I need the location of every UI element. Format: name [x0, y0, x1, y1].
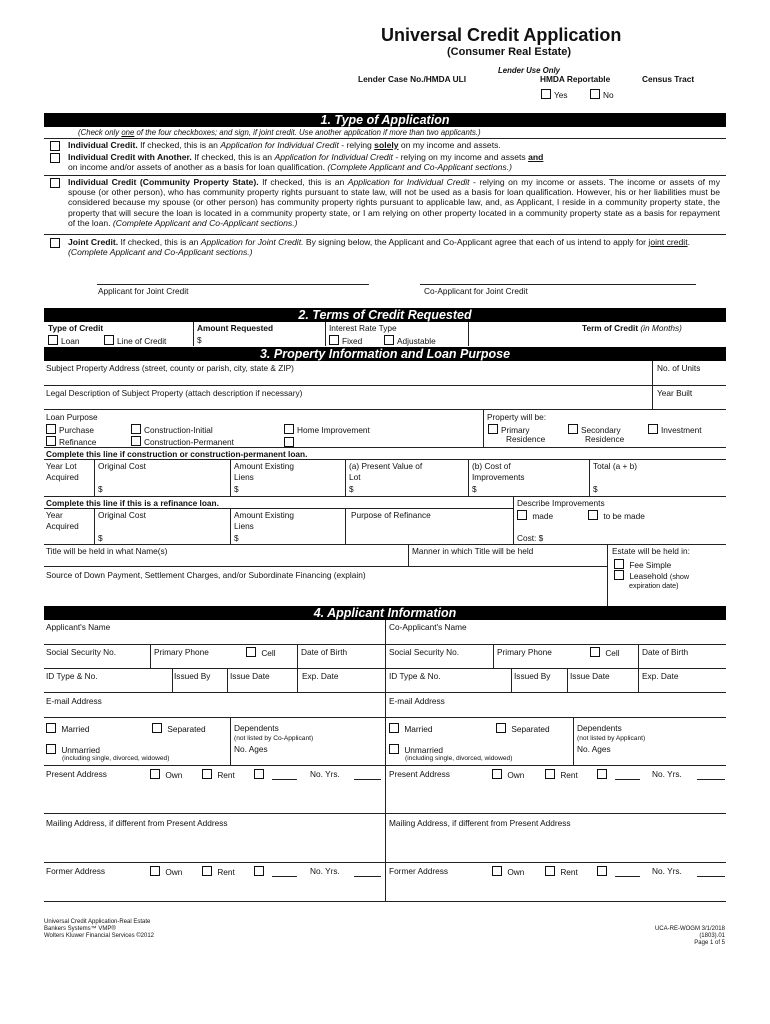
footer-form-name: Universal Credit Application-Real Estate	[44, 919, 151, 925]
individual-with-another-text: Individual Credit with Another. If checked, this is an Application for Individual Credit - relying on my income and assets and on income and/or assets of another as a basis for loan qualification. (Complete Applicant and Co-Applicant sections.)	[68, 152, 544, 173]
footer-copyright: Wolters Kluwer Financial Services ©2012	[44, 933, 155, 939]
applicant-former-address-label: Former Address	[46, 866, 106, 876]
describe-improvements-label: Describe Improvements	[517, 498, 605, 508]
present-value-field[interactable]: $	[349, 484, 354, 494]
coapplicant-unmarried-option[interactable]: Unmarried	[389, 744, 443, 755]
subject-address-label: Subject Property Address (street, county or parish, city, state & ZIP)	[46, 363, 294, 373]
form-title: Universal Credit Application	[381, 25, 622, 45]
census-tract-label: Census Tract	[642, 74, 695, 84]
amount-requested-label: Amount Requested	[197, 323, 274, 333]
applicant-separated-checkbox[interactable]	[152, 723, 162, 733]
loan-purpose-label: Loan Purpose	[46, 412, 98, 422]
refi-existing-liens-field[interactable]: $	[234, 533, 239, 543]
individual-credit-checkbox[interactable]	[50, 141, 60, 151]
coapplicant-exp-date-label: Exp. Date	[642, 671, 679, 681]
hmda-reportable-label: HMDA Reportable	[540, 74, 611, 84]
coapplicant-email-label: E-mail Address	[389, 696, 445, 706]
manner-title-label: Manner in which Title will be held	[412, 546, 534, 556]
coapplicant-issue-date-label: Issue Date	[570, 671, 610, 681]
original-cost-field[interactable]: $	[98, 484, 103, 494]
refinance-checkbox[interactable]	[46, 436, 56, 446]
coapplicant-former-own-checkbox[interactable]	[492, 866, 502, 876]
applicant-former-rent-option[interactable]: Rent	[202, 866, 235, 877]
purpose-refinance-label: Purpose of Refinance	[351, 510, 431, 520]
coapplicant-dependents-label: Dependents	[577, 723, 622, 733]
applicant-dependents-note: (not listed by Co-Applicant)	[234, 735, 314, 742]
community-property-text: Individual Credit (Community Property State). If checked, this is an Application for Individual Credit - relying on my income or assets. The income or assets of my spouse (or other person), who has community property rights pursuant to state law, will not be used as a basis for loan qualification. However, his or her liabilities must be considered because my spouse (or other person) has community property rights pursuant to applicable law, and, as Applicant, I reside in a community property state, the property that will secure the loan is located in a community property state, or I am relying on other property located in a community property state as a basis for repayment of the loan. (Complete Applicant and Co-Applicant sections.)	[68, 177, 721, 228]
coapplicant-present-years-label: No. Yrs.	[652, 769, 682, 779]
property-will-be-label: Property will be:	[487, 412, 547, 422]
coapplicant-present-other-checkbox[interactable]	[597, 769, 607, 779]
adjustable-checkbox[interactable]	[384, 335, 394, 345]
leasehold-option[interactable]: Leasehold (show	[614, 570, 689, 581]
coapplicant-dob-label: Date of Birth	[642, 647, 689, 657]
coapplicant-dependents-note: (not listed by Applicant)	[577, 735, 646, 742]
legal-description-label: Legal Description of Subject Property (attach description if necessary)	[46, 388, 303, 398]
section-1-header: 1. Type of Application	[44, 113, 726, 127]
refinance-line-label: Complete this line if this is a refinance loan.	[46, 498, 219, 508]
interest-rate-type-label: Interest Rate Type	[329, 323, 397, 333]
coapplicant-former-address-label: Former Address	[389, 866, 449, 876]
cost-improvements-field[interactable]: $	[472, 484, 477, 494]
to-be-made-checkbox[interactable]	[588, 510, 598, 520]
secondary-residence-checkbox[interactable]	[568, 424, 578, 434]
applicant-dob-label: Date of Birth	[301, 647, 348, 657]
section-3-header: 3. Property Information and Loan Purpose	[44, 347, 726, 361]
applicant-separated-option[interactable]: Separated	[152, 723, 206, 734]
present-value-label: (a) Present Value of	[349, 461, 423, 471]
coapplicant-ssn-label: Social Security No.	[389, 647, 460, 657]
hmda-no-checkbox[interactable]	[590, 89, 600, 99]
applicant-unmarried-option[interactable]: Unmarried	[46, 744, 100, 755]
coapplicant-former-rent-option[interactable]: Rent	[545, 866, 578, 877]
applicant-phone-label: Primary Phone	[154, 647, 209, 657]
coapplicant-mailing-label: Mailing Address, if different from Present Address	[389, 818, 571, 828]
coapplicant-present-own-checkbox[interactable]	[492, 769, 502, 779]
coapplicant-unmarried-checkbox[interactable]	[389, 744, 399, 754]
to-be-made-option[interactable]: to be made	[588, 510, 645, 521]
amount-existing-label: Amount Existing	[234, 461, 294, 471]
community-property-checkbox[interactable]	[50, 178, 60, 188]
applicant-unmarried-checkbox[interactable]	[46, 744, 56, 754]
refi-amount-existing-label: Amount Existing	[234, 510, 294, 520]
coapplicant-no-ages-label: No. Ages	[577, 744, 611, 754]
refi-liens-label: Liens	[234, 521, 254, 531]
coapplicant-unmarried-note: (including single, divorced, widowed)	[405, 755, 513, 762]
coapplicant-present-address-label: Present Address	[389, 769, 450, 779]
construction-initial-checkbox[interactable]	[131, 424, 141, 434]
primary-residence-option[interactable]: Primary	[488, 424, 530, 435]
coapplicant-cell-option[interactable]: Cell	[590, 647, 620, 658]
term-of-credit-label: Term of Credit (in Months)	[582, 323, 682, 333]
applicant-married-option[interactable]: Married	[46, 723, 89, 734]
liens-label: Liens	[234, 472, 254, 482]
existing-liens-field[interactable]: $	[234, 484, 239, 494]
applicant-signature-line[interactable]	[97, 284, 369, 285]
coapplicant-signature-line[interactable]	[420, 284, 696, 285]
year-label: Year	[46, 510, 63, 520]
applicant-exp-date-label: Exp. Date	[302, 671, 339, 681]
type-of-credit-label: Type of Credit	[48, 323, 104, 333]
hmda-yes[interactable]: Yes	[541, 89, 568, 100]
loan-purpose-other-checkbox[interactable]	[284, 437, 294, 447]
made-option[interactable]: made	[517, 510, 553, 521]
coapplicant-former-own-option[interactable]: Own	[492, 866, 524, 877]
original-cost-label: Original Cost	[98, 461, 146, 471]
hmda-no[interactable]: No	[590, 89, 614, 100]
coapplicant-present-rent-checkbox[interactable]	[545, 769, 555, 779]
refi-original-cost-label: Original Cost	[98, 510, 146, 520]
acquired-label: Acquired	[46, 521, 79, 531]
footer-systems: Bankers Systems™ VMP®	[44, 926, 116, 932]
home-improvement-option[interactable]: Home Improvement	[284, 424, 370, 435]
applicant-former-own-option[interactable]: Own	[150, 866, 182, 877]
applicant-id-label: ID Type & No.	[46, 671, 98, 681]
year-lot-acquired-label: Acquired	[46, 472, 79, 482]
improvements-label: Improvements	[472, 472, 525, 482]
applicant-issue-date-label: Issue Date	[230, 671, 270, 681]
source-down-payment-label: Source of Down Payment, Settlement Charges, and/or Subordinate Financing (explain)	[46, 570, 366, 580]
cost-of-label: (b) Cost of	[472, 461, 511, 471]
form-subtitle: (Consumer Real Estate)	[447, 46, 572, 58]
coapplicant-former-rent-checkbox[interactable]	[545, 866, 555, 876]
coapplicant-former-other-checkbox[interactable]	[597, 866, 607, 876]
applicant-former-other-checkbox[interactable]	[254, 866, 264, 876]
coapplicant-cell-checkbox[interactable]	[590, 647, 600, 657]
investment-checkbox[interactable]	[648, 424, 658, 434]
applicant-present-rent-checkbox[interactable]	[202, 769, 212, 779]
applicant-mailing-label: Mailing Address, if different from Present Address	[46, 818, 228, 828]
section-2-header: 2. Terms of Credit Requested	[44, 308, 726, 322]
construction-permanent-option[interactable]: Construction-Permanent	[131, 436, 234, 447]
individual-credit-text: Individual Credit. If checked, this is an Application for Individual Credit - relying solely on my income and assets.	[68, 140, 501, 150]
coapplicant-phone-label: Primary Phone	[497, 647, 552, 657]
applicant-former-rent-checkbox[interactable]	[202, 866, 212, 876]
secondary-residence-label: Residence	[585, 434, 625, 444]
applicant-name-label: Applicant's Name	[46, 622, 111, 632]
fixed-checkbox[interactable]	[329, 335, 339, 345]
coapplicant-former-years-label: No. Yrs.	[652, 866, 682, 876]
lender-case-label: Lender Case No./HMDA ULI	[358, 74, 467, 84]
secondary-residence-option[interactable]: Secondary	[568, 424, 621, 435]
lender-use-only: Lender Use Only	[498, 66, 560, 75]
footer-page-number: Page 1 of 5	[694, 940, 725, 946]
applicant-unmarried-note: (including single, divorced, widowed)	[62, 755, 170, 762]
construction-permanent-checkbox[interactable]	[131, 436, 141, 446]
year-lot-label: Year Lot	[46, 461, 77, 471]
improvements-cost-field[interactable]: Cost: $	[517, 533, 544, 543]
applicant-married-checkbox[interactable]	[46, 723, 56, 733]
applicant-cell-option[interactable]: Cell	[246, 647, 276, 658]
applicant-present-address-label: Present Address	[46, 769, 107, 779]
applicant-email-label: E-mail Address	[46, 696, 102, 706]
applicant-ssn-label: Social Security No.	[46, 647, 117, 657]
applicant-no-ages-label: No. Ages	[234, 744, 268, 754]
line-of-credit-option[interactable]: Line of Credit	[104, 335, 166, 346]
home-improvement-checkbox[interactable]	[284, 424, 294, 434]
applicant-present-rent-option[interactable]: Rent	[202, 769, 235, 780]
adjustable-option[interactable]: Adjustable	[384, 335, 436, 346]
refi-original-cost-field[interactable]: $	[98, 533, 103, 543]
joint-credit-text: Joint Credit. If checked, this is an Application for Joint Credit. By signing below, the Applicant and Co-Applicant agree that each of us intend to apply for joint credit. (Complete Applicant and Co-Applicant sections.)	[68, 237, 690, 258]
section-4-header: 4. Applicant Information	[44, 606, 726, 620]
fee-simple-checkbox[interactable]	[614, 559, 624, 569]
fee-simple-option[interactable]: Fee Simple	[614, 559, 671, 570]
hmda-yes-checkbox[interactable]	[541, 89, 551, 99]
applicant-signature-label: Applicant for Joint Credit	[98, 286, 189, 296]
total-label: Total (a + b)	[593, 461, 638, 471]
total-field[interactable]: $	[593, 484, 598, 494]
lot-label: Lot	[349, 472, 361, 482]
coapplicant-present-rent-option[interactable]: Rent	[545, 769, 578, 780]
loan-checkbox[interactable]	[48, 335, 58, 345]
loan-option[interactable]: Loan	[48, 335, 79, 346]
footer-left	[44, 919, 154, 940]
line-of-credit-checkbox[interactable]	[104, 335, 114, 345]
applicant-present-own-option[interactable]: Own	[150, 769, 182, 780]
s1-instructions: (Check only one of the four checkboxes; and sign, if joint credit. Use another application if more than two applicants.)	[78, 128, 481, 137]
applicant-cell-checkbox[interactable]	[246, 647, 256, 657]
no-of-units-label: No. of Units	[657, 363, 701, 373]
applicant-present-own-checkbox[interactable]	[150, 769, 160, 779]
coapplicant-issued-by-label: Issued By	[514, 671, 551, 681]
amount-requested-field[interactable]: $	[197, 335, 202, 345]
applicant-former-own-checkbox[interactable]	[150, 866, 160, 876]
coapplicant-signature-label: Co-Applicant for Joint Credit	[424, 286, 528, 296]
year-built-label: Year Built	[657, 388, 693, 398]
primary-residence-label: Residence	[506, 434, 546, 444]
primary-residence-checkbox[interactable]	[488, 424, 498, 434]
made-checkbox[interactable]	[517, 510, 527, 520]
investment-option[interactable]: Investment	[648, 424, 702, 435]
individual-with-another-checkbox[interactable]	[50, 153, 60, 163]
refinance-option[interactable]: Refinance	[46, 436, 96, 447]
expiration-date-note: expiration date)	[629, 581, 679, 590]
purchase-checkbox[interactable]	[46, 424, 56, 434]
coapplicant-name-label: Co-Applicant's Name	[389, 622, 467, 632]
applicant-issued-by-label: Issued By	[174, 671, 211, 681]
construction-initial-option[interactable]: Construction-Initial	[131, 424, 213, 435]
coapplicant-separated-checkbox[interactable]	[496, 723, 506, 733]
leasehold-checkbox[interactable]	[614, 570, 624, 580]
construction-line-label: Complete this line if construction or construction-permanent loan.	[46, 449, 308, 459]
footer-form-code: UCA-RE-WOGM 3/1/2018	[654, 926, 725, 932]
coapplicant-present-own-option[interactable]: Own	[492, 769, 524, 780]
coapplicant-married-option[interactable]: Married	[389, 723, 432, 734]
coapplicant-married-checkbox[interactable]	[389, 723, 399, 733]
applicant-present-years-label: No. Yrs.	[310, 769, 340, 779]
coapplicant-separated-option[interactable]: Separated	[496, 723, 550, 734]
footer-right	[655, 926, 725, 947]
applicant-former-years-label: No. Yrs.	[310, 866, 340, 876]
coapplicant-id-label: ID Type & No.	[389, 671, 441, 681]
title-names-label: Title will be held in what Name(s)	[46, 546, 168, 556]
applicant-dependents-label: Dependents	[234, 723, 279, 733]
applicant-present-other-checkbox[interactable]	[254, 769, 264, 779]
joint-credit-checkbox[interactable]	[50, 238, 60, 248]
fixed-option[interactable]: Fixed	[329, 335, 362, 346]
purchase-option[interactable]: Purchase	[46, 424, 94, 435]
estate-held-label: Estate will be held in:	[612, 546, 690, 556]
footer-version: (1803).01	[699, 933, 725, 939]
